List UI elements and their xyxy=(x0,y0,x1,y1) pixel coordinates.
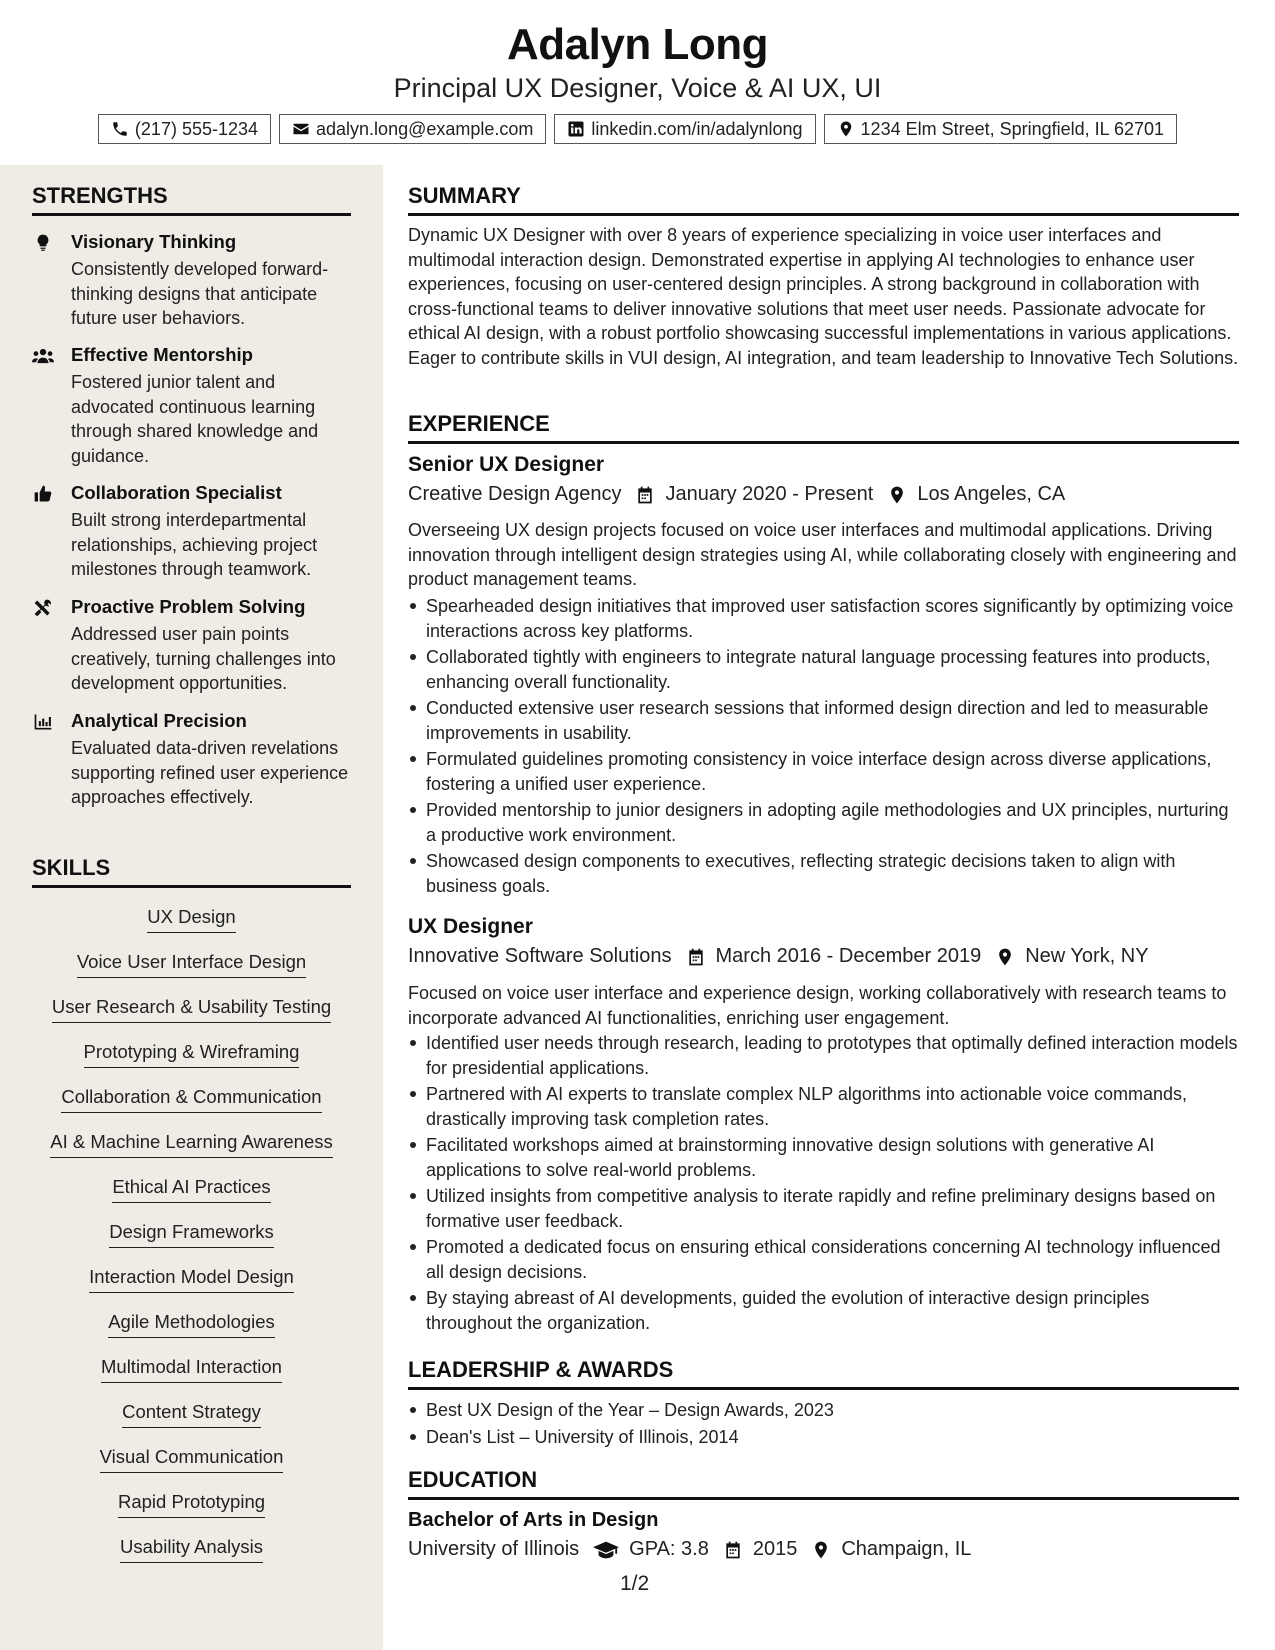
job-meta xyxy=(408,483,1065,506)
skills-list xyxy=(32,905,351,1580)
degree-title: Bachelor of Arts in Design xyxy=(408,1509,659,1531)
contact-linkedin[interactable] xyxy=(554,114,815,144)
strength-description: Evaluated data-driven revelations supporting refined user experience approaches effectively. xyxy=(71,738,349,807)
strength-title: Proactive Problem Solving xyxy=(71,596,306,617)
calendar-icon xyxy=(686,947,706,967)
strength-description: Addressed user pain points creatively, turning challenges into development opportunities. xyxy=(71,624,336,693)
job-bullets xyxy=(408,594,1239,900)
skill-tag: Usability Analysis xyxy=(120,1535,263,1563)
candidate-name: Adalyn Long xyxy=(507,20,768,69)
company-name: Innovative Software Solutions xyxy=(408,945,672,967)
list-item: Spearheaded design initiatives that improved user satisfaction scores significantly by optimizing voice interactions across key platforms. xyxy=(408,594,1239,643)
map-pin-icon xyxy=(837,120,855,138)
resume-header xyxy=(0,0,1275,164)
strength-description: Built strong interdepartmental relationships, achieving project milestones through teamwork. xyxy=(71,510,318,579)
address-text: 1234 Elm Street, Springfield, IL 62701 xyxy=(860,118,1165,139)
candidate-title: Principal UX Designer, Voice & AI UX, UI xyxy=(393,73,882,103)
job-description: Focused on voice user interface and experience design, working collaboratively with research teams to incorporate advanced AI functionalities, enriching user engagement. xyxy=(408,983,1227,1028)
list-item: Showcased design components to executives, reflecting strategic decisions taken to align with business goals. xyxy=(408,849,1239,898)
linkedin-icon xyxy=(567,120,585,138)
skill-tag: Ethical AI Practices xyxy=(112,1175,270,1203)
school-location: Champaign, IL xyxy=(841,1538,972,1560)
list-item: Conducted extensive user research sessions that informed design direction and led to measurable improvements in usability. xyxy=(408,696,1239,745)
job-dates: January 2020 - Present xyxy=(665,483,874,505)
list-item: Partnered with AI experts to translate complex NLP algorithms into actionable voice commands, drastically improving task completion rates. xyxy=(408,1082,1239,1131)
skill-tag: UX Design xyxy=(147,905,235,933)
list-item: Dean's List – University of Illinois, 2014 xyxy=(408,1425,1239,1450)
skills-heading: SKILLS xyxy=(32,855,351,888)
contact-bar xyxy=(0,114,1275,144)
summary-heading: SUMMARY xyxy=(408,183,1239,216)
list-item: By staying abreast of AI developments, guided the evolution of interactive design principles throughout the organization. xyxy=(408,1286,1239,1335)
skill-tag: Interaction Model Design xyxy=(89,1265,294,1293)
calendar-icon xyxy=(723,1540,743,1560)
skill-tag: User Research & Usability Testing xyxy=(52,995,331,1023)
skill-tag: Visual Communication xyxy=(100,1445,284,1473)
job-location: Los Angeles, CA xyxy=(917,483,1066,505)
strength-description: Fostered junior talent and advocated continuous learning through shared knowledge and guidance. xyxy=(71,372,319,466)
strength-title: Analytical Precision xyxy=(71,710,247,731)
company-name: Creative Design Agency xyxy=(408,483,622,505)
list-item: Best UX Design of the Year – Design Awards, 2023 xyxy=(408,1398,1239,1423)
job-title: UX Designer xyxy=(408,915,533,938)
strength-description: Consistently developed forward-thinking designs that anticipate future user behaviors. xyxy=(71,259,329,328)
contact-phone[interactable] xyxy=(98,114,271,144)
skill-tag: Content Strategy xyxy=(122,1400,261,1428)
lightbulb-icon xyxy=(32,233,54,253)
sidebar xyxy=(0,165,383,1650)
skill-tag: Design Frameworks xyxy=(109,1220,274,1248)
calendar-icon xyxy=(635,485,655,505)
skill-tag: Collaboration & Communication xyxy=(61,1085,321,1113)
strength-title: Visionary Thinking xyxy=(71,231,237,252)
strength-title: Effective Mentorship xyxy=(71,344,253,365)
map-pin-icon xyxy=(887,485,907,505)
list-item: Identified user needs through research, leading to prototypes that optimally defined interaction models for presidential applications. xyxy=(408,1031,1239,1080)
skill-tag: Agile Methodologies xyxy=(108,1310,275,1338)
education-heading: EDUCATION xyxy=(408,1467,1239,1500)
job-location: New York, NY xyxy=(1025,945,1149,967)
leadership-list xyxy=(408,1398,1239,1451)
list-item: Promoted a dedicated focus on ensuring ethical considerations concerning AI technology influenced all design decisions. xyxy=(408,1235,1239,1284)
list-item: Formulated guidelines promoting consistency in voice interface design across diverse applications, fostering a unified user experience. xyxy=(408,747,1239,796)
map-pin-icon xyxy=(995,947,1015,967)
leadership-heading: LEADERSHIP & AWARDS xyxy=(408,1357,1239,1390)
job-title: Senior UX Designer xyxy=(408,453,605,476)
skill-tag: AI & Machine Learning Awareness xyxy=(50,1130,332,1158)
contact-email[interactable] xyxy=(279,114,546,144)
email-text: adalyn.long@example.com xyxy=(316,118,534,139)
experience-heading: EXPERIENCE xyxy=(408,411,1239,444)
list-item: Collaborated tightly with engineers to integrate natural language processing features into products, enhancing overall functionality. xyxy=(408,645,1239,694)
phone-icon xyxy=(111,120,129,138)
page-number: 1/2 xyxy=(620,1572,650,1595)
job-description: Overseeing UX design projects focused on voice user interfaces and multimodal applications. Driving innovation through intelligent design strategies using AI, while collaborating closely with engineering and product management teams. xyxy=(408,520,1237,589)
job-meta xyxy=(408,945,1149,968)
summary-text: Dynamic UX Designer with over 8 years of experience specializing in voice user interfaces and multimodal interaction design. Demonstrated expertise in applying AI technologies to enhance user experiences, focusing on user-centered design principles. A strong background in collaboration with cross-functional teams to deliver innovative solutions that meet user needs. Passionate advocate for ethical AI design, with a robust portfolio showcasing successful implementations in various applications. Eager to contribute skills in VUI design, AI integration, and team leadership to Innovative Tech Solutions. xyxy=(408,225,1239,368)
envelope-icon xyxy=(292,120,310,138)
phone-text: (217) 555-1234 xyxy=(134,118,259,139)
contact-address[interactable] xyxy=(824,114,1178,144)
list-item: Provided mentorship to junior designers in adopting agile methodologies and UX principles, nurturing a productive work environment. xyxy=(408,798,1239,847)
skill-tag: Rapid Prototyping xyxy=(118,1490,265,1518)
job-dates: March 2016 - December 2019 xyxy=(715,945,982,967)
job-bullets xyxy=(408,1031,1239,1337)
tools-icon xyxy=(32,598,54,618)
strengths-heading: STRENGTHS xyxy=(32,183,351,216)
list-item: Facilitated workshops aimed at brainstorming innovative design solutions with generative AI applications to solve real-world problems. xyxy=(408,1133,1239,1182)
bar-chart-icon xyxy=(32,712,54,732)
list-item: Utilized insights from competitive analysis to iterate rapidly and refine preliminary designs based on formative user feedback. xyxy=(408,1184,1239,1233)
skill-tag: Voice User Interface Design xyxy=(77,950,306,978)
education-meta xyxy=(408,1538,971,1561)
skill-tag: Multimodal Interaction xyxy=(101,1355,282,1383)
graduation-year: 2015 xyxy=(752,1538,798,1560)
skill-tag: Prototyping & Wireframing xyxy=(84,1040,300,1068)
gpa: GPA: 3.8 xyxy=(629,1538,709,1560)
school-name: University of Illinois xyxy=(408,1538,580,1560)
strength-title: Collaboration Specialist xyxy=(71,482,282,503)
thumbs-up-icon xyxy=(32,484,54,504)
linkedin-text: linkedin.com/in/adalynlong xyxy=(591,118,803,139)
map-pin-icon xyxy=(811,1540,831,1560)
users-icon xyxy=(32,346,54,366)
graduation-cap-icon xyxy=(593,1540,619,1560)
